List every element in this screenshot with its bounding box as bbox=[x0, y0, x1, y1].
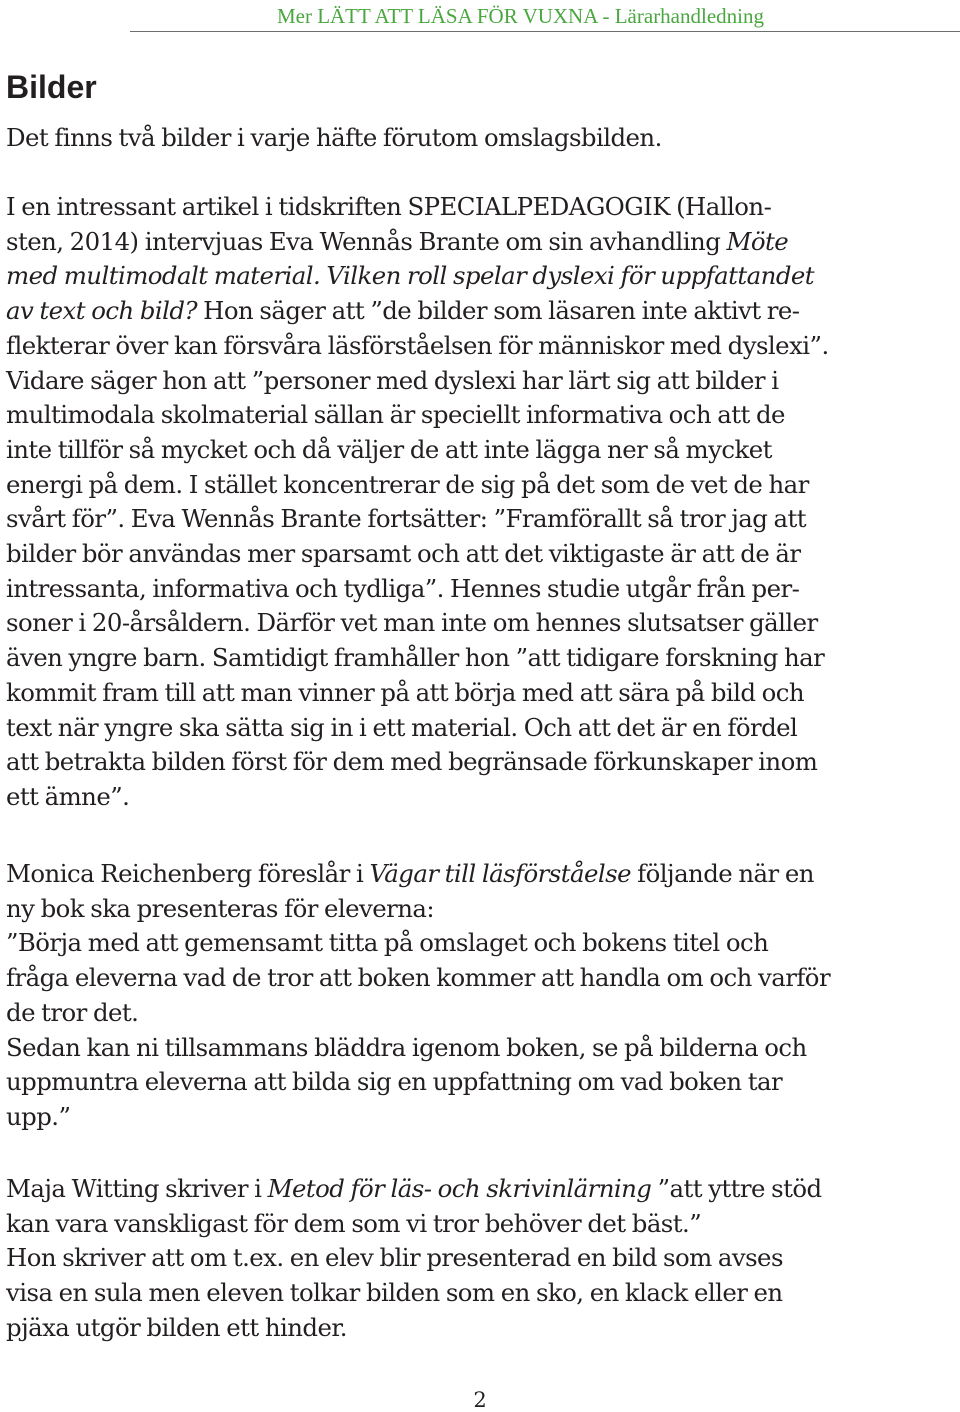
book-title: Metod för läs- och skrivinlärning bbox=[267, 1174, 652, 1203]
text-span: Vidare säger hon att ”personer med dyslexi har lärt sig att bilder i bbox=[6, 365, 779, 395]
text-line bbox=[6, 711, 958, 746]
text-line bbox=[6, 364, 958, 399]
text-line bbox=[6, 468, 958, 503]
text-span: följande när en bbox=[630, 859, 814, 888]
text-line bbox=[6, 1207, 958, 1242]
text-line bbox=[6, 190, 958, 225]
text-line bbox=[6, 641, 958, 676]
text-line bbox=[6, 433, 958, 468]
text-line bbox=[6, 572, 958, 607]
text-span: bilder bör användas mer sparsamt och att det viktigaste är att de är bbox=[6, 539, 801, 569]
text-line bbox=[6, 1031, 958, 1066]
text-line bbox=[6, 961, 958, 996]
text-line bbox=[6, 225, 958, 260]
text-span: att betrakta bilden först för dem med begränsade förkunskaper inom bbox=[6, 747, 818, 777]
text-span: upp.” bbox=[6, 1101, 71, 1131]
section-heading: Bilder bbox=[6, 69, 97, 106]
text-line bbox=[6, 1065, 958, 1100]
text-line bbox=[6, 502, 958, 537]
text-line bbox=[6, 537, 958, 572]
text-line bbox=[6, 1100, 958, 1135]
text-span: flekterar över kan försvåra läsförståelsen för människor med dyslexi”. bbox=[6, 330, 829, 360]
text-span: inte tillför så mycket och då väljer de att inte lägga ner så mycket bbox=[6, 434, 772, 464]
text-span: Monica Reichenberg föreslår i bbox=[6, 859, 370, 888]
paragraph-witting bbox=[6, 1172, 958, 1346]
text-line bbox=[6, 892, 958, 927]
header-rule bbox=[130, 31, 960, 32]
paragraph-intro bbox=[6, 121, 958, 156]
text-line bbox=[6, 996, 958, 1031]
text-line bbox=[6, 1241, 958, 1276]
text-span: ”Börja med att gemensamt titta på omslaget och bokens titel och bbox=[6, 928, 769, 958]
text-span: Maja Witting skriver i bbox=[6, 1174, 268, 1203]
text-span: I en intressant artikel i tidskriften SPECIALPEDAGOGIK (Hallon- bbox=[6, 192, 772, 221]
text-line bbox=[6, 926, 958, 961]
text-span: multimodala skolmaterial sällan är speciellt informativa och att de bbox=[6, 400, 785, 430]
text-line bbox=[6, 1311, 958, 1346]
paragraph-article bbox=[6, 190, 958, 815]
text-span: ”att yttre stöd bbox=[651, 1174, 822, 1203]
paragraph-reichenberg bbox=[6, 857, 958, 1135]
text-line bbox=[6, 294, 958, 329]
text-span: svårt för”. Eva Wennås Brante fortsätter: ”Framförallt så tror jag att bbox=[6, 504, 807, 534]
text-line bbox=[6, 606, 958, 641]
running-header: Mer LÄTT ATT LÄSA FÖR VUXNA - Lärarhandledning bbox=[276, 4, 764, 28]
text-span: Hon skriver att om t.ex. en elev blir presenterad en bild som avses bbox=[6, 1243, 783, 1273]
text-span: soner i 20-årsåldern. Därför vet man inte om hennes slutsatser gäller bbox=[6, 608, 818, 638]
text-line bbox=[6, 1276, 958, 1311]
text-span: ny bok ska presenteras för eleverna: bbox=[6, 893, 435, 923]
text-span: energi på dem. I stället koncentrerar de sig på det som de vet de har bbox=[6, 469, 809, 499]
text-span: kan vara vanskligast för dem som vi tror behöver det bäst.” bbox=[6, 1208, 702, 1238]
text-line bbox=[6, 745, 958, 780]
text-span: fråga eleverna vad de tror att boken kommer att handla om och varför bbox=[6, 963, 831, 993]
text-span: visa en sula men eleven tolkar bilden som en sko, en klack eller en bbox=[6, 1278, 783, 1308]
thesis-title-part: med multimodalt material. Vilken roll spelar dyslexi för uppfattandet bbox=[6, 261, 815, 291]
text-line bbox=[6, 329, 958, 364]
text-line bbox=[6, 259, 958, 294]
text-span: Hon säger att ”de bilder som läsaren inte aktivt re- bbox=[196, 296, 800, 326]
text-line bbox=[6, 398, 958, 433]
text-line: Det finns två bilder i varje häfte förutom omslagsbilden. bbox=[6, 123, 662, 152]
text-span: pjäxa utgör bilden ett hinder. bbox=[6, 1312, 348, 1342]
text-span: uppmuntra eleverna att bilda sig en uppfattning om vad boken tar bbox=[6, 1067, 783, 1097]
text-span: Sedan kan ni tillsammans bläddra igenom boken, se på bilderna och bbox=[6, 1032, 807, 1062]
page-number: 2 bbox=[473, 1388, 487, 1412]
text-span: kommit fram till att man vinner på att börja med att sära på bild och bbox=[6, 677, 805, 707]
text-span: text när yngre ska sätta sig in i ett material. Och att det är en fördel bbox=[6, 712, 798, 742]
text-span: intressanta, informativa och tydliga”. Hennes studie utgår från per- bbox=[6, 573, 800, 603]
thesis-title-part: Möte bbox=[726, 226, 789, 256]
text-line bbox=[6, 1172, 958, 1207]
text-line bbox=[6, 857, 958, 892]
book-title: Vägar till läsförståelse bbox=[369, 859, 631, 888]
text-span: sten, 2014) intervjuas Eva Wennås Brante om sin avhandling bbox=[6, 226, 727, 256]
text-line bbox=[6, 676, 958, 711]
text-span: de tror det. bbox=[6, 997, 139, 1027]
thesis-title-part: av text och bild? bbox=[6, 296, 197, 326]
text-span: ett ämne”. bbox=[6, 781, 130, 811]
text-line bbox=[6, 780, 958, 815]
text-span: även yngre barn. Samtidigt framhåller hon ”att tidigare forskning har bbox=[6, 643, 825, 673]
